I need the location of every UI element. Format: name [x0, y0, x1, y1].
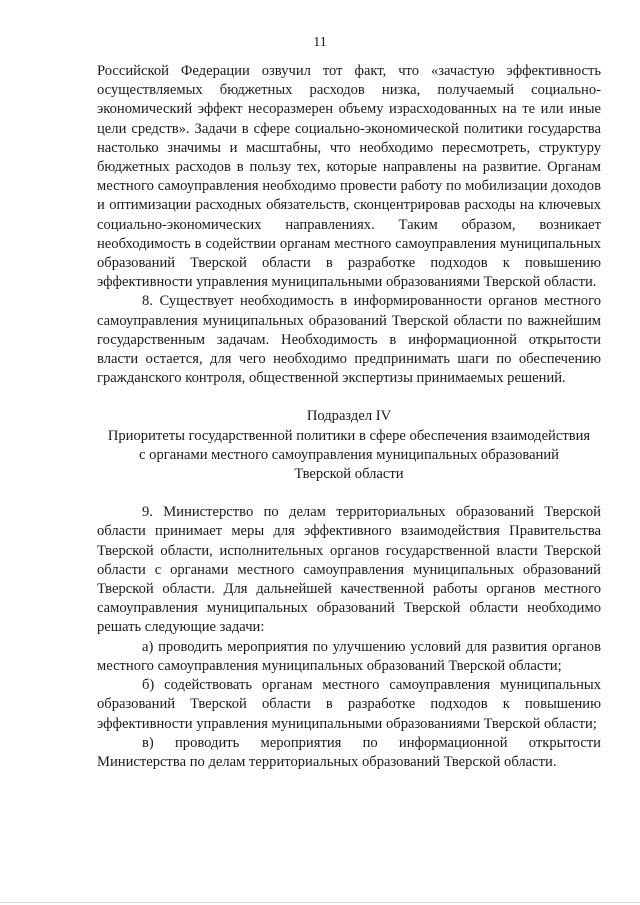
list-item-b: б) содействовать органам местного самоуправления муниципальных образований Тверской области в разработке подходов к повышению эффективности управления муниципальными образованиями Тверской области; [97, 677, 601, 732]
page-number: 11 [313, 35, 327, 50]
section-label: Подраздел IV [306, 408, 392, 425]
paragraph-8: 8. Существует необходимость в информированности органов местного самоуправления муниципальных образований Тверской области по важнейшим государственным задачам. Необходимость в информационной открытости власти остается, для чего необходимо предпринимать шаги по обеспечению гражданского контроля, общественной экспертизы принимаемых решений. [97, 293, 601, 387]
page-bottom-edge [0, 902, 640, 903]
list-item-c: в) проводить мероприятия по информационной открытости Министерства по делам территориальных образований Тверской области. [97, 734, 601, 770]
section-title-line-3: Тверской области [294, 466, 404, 483]
section-title-line-1: Приоритеты государственной политики в сфере обеспечения взаимодействия [107, 427, 591, 444]
paragraph-9: 9. Министерство по делам территориальных образований Тверской области принимает меры для эффективного взаимодействия Правительства Тверской области, исполнительных органов государственной власти Тверской области с органами местного самоуправления муниципальных образований Тверской области. Для дальнейшей качественной работы органов местного самоуправления муниципальных образований Тверской области необходимо решать следующие задачи: [97, 504, 601, 636]
paragraph-intro: Российской Федерации озвучил тот факт, что «зачастую эффективность осуществляемых бюджетных расходов низка, получаемый социально-экономический эффект несоразмерен объему израсходованных на те или иные цели средств». Задачи в сфере социально-экономической политики государства настолько значимы и масштабны, что необходимо пересмотреть, структуру бюджетных расходов в пользу тех, которые направлены на развитие. Органам местного самоуправления необходимо провести работу по мобилизации доходов и оптимизации расходных обязательств, сконцентрировав расходы на ключевых социально-экономических направлениях. Таким образом, возникает необходимость в содействии органам местного самоуправления муниципальных образований Тверской области в разработке подходов к повышению эффективности управления муниципальными образованиями Тверской области. [97, 63, 601, 291]
document-body [97, 62, 601, 772]
section-heading [97, 407, 601, 484]
list-item-a: а) проводить мероприятия по улучшению условий для развития органов местного самоуправления муниципальных образований Тверской области; [97, 638, 601, 674]
section-title-line-2: с органами местного самоуправления муниципальных образований [139, 446, 559, 463]
